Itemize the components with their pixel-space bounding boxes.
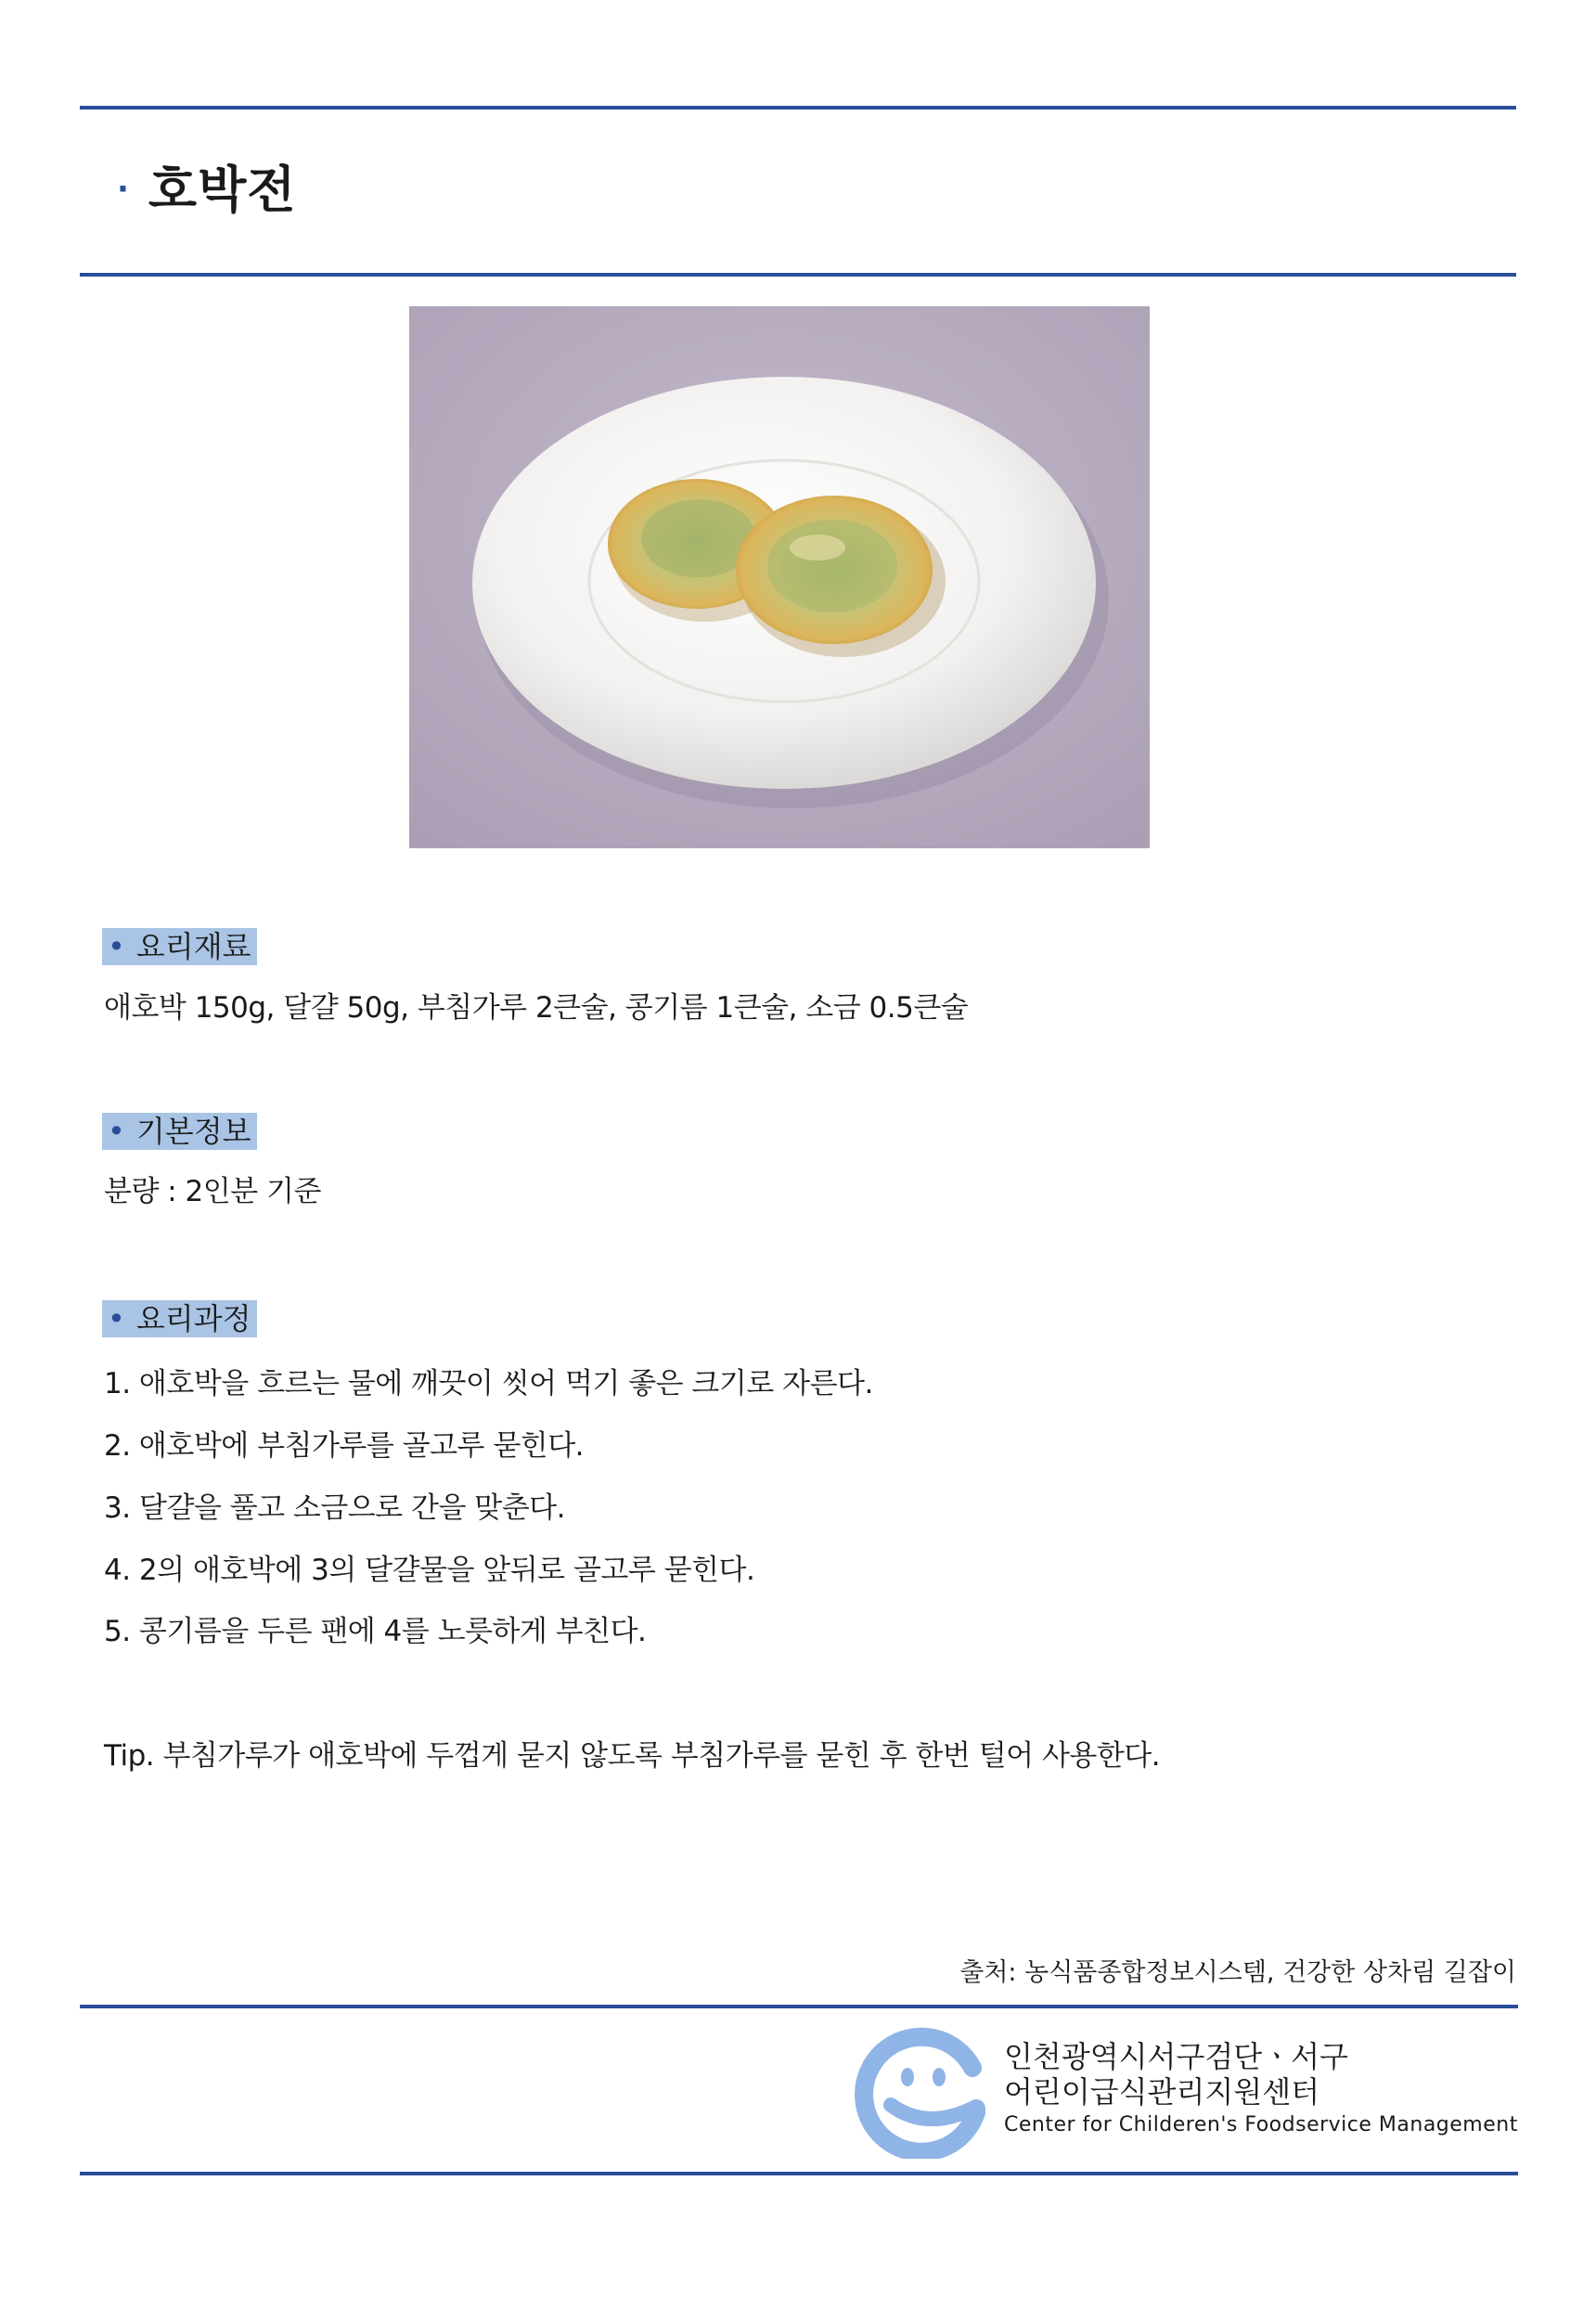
source-credit: 출처: 농식품종합정보시스템, 건강한 상차림 길잡이 <box>959 1958 1516 1987</box>
heading-bullet: • <box>108 1114 125 1149</box>
basic-info-text: 분량 : 2인분 기준 <box>104 1175 321 1208</box>
title-text: 호박전 <box>148 161 297 219</box>
title-underline-rule <box>80 273 1516 277</box>
org-name-line2: 어린이급식관리지원센터 <box>1004 2074 1320 2110</box>
process-heading-text: 요리과정 <box>135 1301 251 1336</box>
process-step-1: 1. 애호박을 흐르는 물에 깨끗이 씻어 먹기 좋은 크기로 자른다. <box>104 1367 873 1400</box>
tip-text: Tip. 부침가루가 애호박에 두껍게 묻지 않도록 부침가루를 묻힌 후 한번 털어 사용한다. <box>104 1739 1161 1773</box>
top-rule <box>80 106 1516 110</box>
heading-bullet: • <box>108 929 125 964</box>
ingredients-heading-text: 요리재료 <box>135 929 251 964</box>
plate-of-hobakjeon-photo <box>409 306 1150 848</box>
process-step-4: 4. 2의 애호박에 3의 달걀물을 앞뒤로 골고루 묻힌다. <box>104 1554 755 1587</box>
process-step-3: 3. 달걀을 풀고 소금으로 간을 맞춘다. <box>104 1491 565 1525</box>
food-photo <box>409 306 1150 848</box>
title-bullet: · <box>117 171 130 208</box>
process-step-5: 5. 콩기름을 두른 팬에 4를 노릇하게 부친다. <box>104 1615 647 1648</box>
basic-info-heading-text: 기본정보 <box>135 1114 251 1149</box>
basic-info-heading <box>102 1113 257 1150</box>
ingredients-heading <box>102 928 257 965</box>
process-heading <box>102 1300 257 1337</box>
footer-bottom-rule <box>80 2172 1518 2175</box>
ingredients-text: 애호박 150g, 달걀 50g, 부침가루 2큰술, 콩기름 1큰술, 소금 0.5큰술 <box>104 991 969 1025</box>
page-title <box>117 158 296 229</box>
org-name-english: Center for Childeren's Foodservice Management <box>1004 2113 1518 2136</box>
process-step-2: 2. 애호박에 부침가루를 골고루 묻힌다. <box>104 1429 585 1463</box>
smiley-logo-icon <box>854 2020 991 2159</box>
footer-top-rule <box>80 2005 1518 2008</box>
heading-bullet: • <box>108 1301 125 1336</box>
org-name-line1: 인천광역시서구검단ㆍ서구 <box>1004 2039 1348 2074</box>
